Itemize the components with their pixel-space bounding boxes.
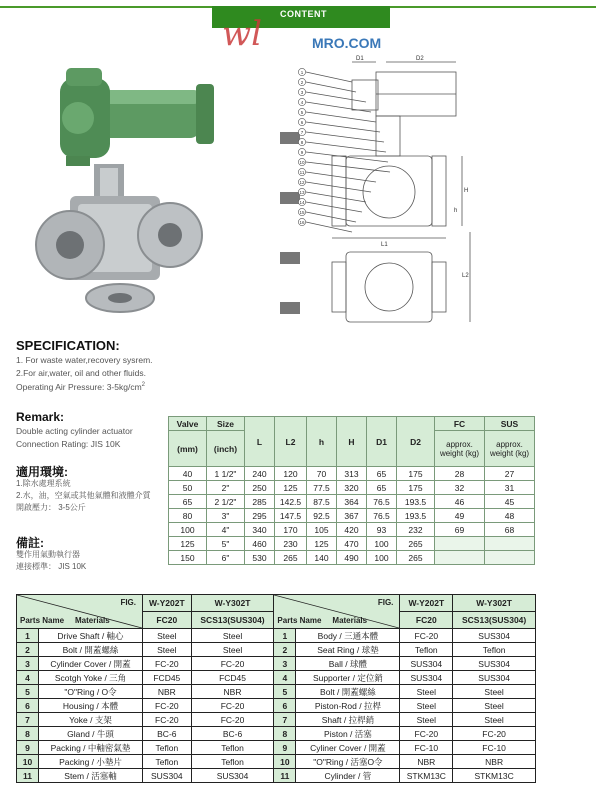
drawing-callout-number: 9 — [300, 150, 304, 155]
dim-cell-h: 105 — [307, 523, 337, 537]
dim-cell-sus — [485, 551, 535, 565]
parts-cell-name2: Cylinder / 管 — [296, 769, 400, 783]
dim-cell-l2: 170 — [275, 523, 307, 537]
parts-cell-b2: SUS304 — [453, 657, 536, 671]
dim-cell-h: 140 — [307, 551, 337, 565]
parts-row — [17, 685, 536, 699]
dim-cell-h: 77.5 — [307, 481, 337, 495]
dim-header-d2: D2 — [397, 417, 435, 467]
dim-cell-d1: 65 — [367, 481, 397, 495]
parts-cell-n1: 4 — [17, 671, 39, 685]
dim-cell-fc: 69 — [435, 523, 485, 537]
parts-header-b-top-left: W-Y302T — [191, 595, 274, 612]
dim-row — [169, 523, 535, 537]
parts-cell-b1: FC-20 — [191, 699, 274, 713]
dim-cell-fc — [435, 551, 485, 565]
parts-cell-n2: 9 — [274, 741, 296, 755]
parts-cell-a2: STKM13C — [400, 769, 453, 783]
dim-cell-fc: 46 — [435, 495, 485, 509]
dim-cell-mm: 65 — [169, 495, 207, 509]
parts-cell-name1: Bolt / 開蓋螺絲 — [39, 643, 143, 657]
parts-cell-b2: FC-20 — [453, 727, 536, 741]
parts-cell-n2: 1 — [274, 629, 296, 643]
parts-cell-b1: NBR — [191, 685, 274, 699]
dim-header-h-small: h — [307, 417, 337, 467]
parts-row — [17, 657, 536, 671]
drawing-label-d1: D1 — [356, 56, 364, 62]
dim-header-inch: (inch) — [207, 431, 245, 467]
drawing-callout-number: 7 — [300, 130, 304, 135]
drawing-label-l1: L1 — [381, 242, 388, 248]
drawing-callout-number: 13 — [299, 190, 305, 195]
parts-cell-a1: Teflon — [143, 741, 192, 755]
dim-cell-h: 364 — [337, 495, 367, 509]
materials-label-right: Materials — [332, 616, 368, 625]
dim-cell-mm: 50 — [169, 481, 207, 495]
dim-row — [169, 467, 535, 481]
dim-cell-inch: 2 1/2" — [207, 495, 245, 509]
dim-header-size: Size — [207, 417, 245, 431]
parts-cell-n1: 3 — [17, 657, 39, 671]
parts-cell-n2: 6 — [274, 699, 296, 713]
parts-table-body — [17, 629, 536, 783]
env-line-1: 1.除水處理系統 — [16, 479, 71, 488]
dim-header-fc-weight: approx. weight (kg) — [435, 431, 485, 467]
dim-cell-d2: 265 — [397, 537, 435, 551]
parts-cell-a2: FC-20 — [400, 629, 453, 643]
env-lines — [16, 478, 166, 514]
parts-row — [17, 671, 536, 685]
parts-cell-name1: Scotgh Yoke / 三角 — [39, 671, 143, 685]
parts-cell-name2: Body / 三通本體 — [296, 629, 400, 643]
dim-cell-sus: 68 — [485, 523, 535, 537]
parts-cell-a1: Steel — [143, 643, 192, 657]
dim-row — [169, 481, 535, 495]
parts-cell-b2: FC-10 — [453, 741, 536, 755]
drawing-callout-number: 3 — [300, 90, 304, 95]
dim-cell-l2: 125 — [275, 481, 307, 495]
drawing-callout-number: 12 — [299, 180, 305, 185]
dim-cell-fc: 32 — [435, 481, 485, 495]
parts-cell-a2: FC-20 — [400, 727, 453, 741]
env-title: 適用環境: — [16, 465, 68, 479]
dim-cell-l: 285 — [245, 495, 275, 509]
dim-header-mm: (mm) — [169, 431, 207, 467]
dim-row — [169, 509, 535, 523]
drawing-callout-number: 1 — [300, 70, 304, 75]
dim-cell-h: 125 — [307, 537, 337, 551]
parts-cell-a1: SUS304 — [143, 769, 192, 783]
parts-cell-b1: FCD45 — [191, 671, 274, 685]
remark-lines — [16, 425, 133, 450]
dim-cell-l2: 265 — [275, 551, 307, 565]
remark-line-2: Connection Rating: JIS 10K — [16, 438, 121, 449]
dim-cell-d1: 100 — [367, 551, 397, 565]
dim-header-l: L — [245, 417, 275, 467]
dim-cell-inch: 2" — [207, 481, 245, 495]
parts-header-b-top-right: W-Y302T — [453, 595, 536, 612]
parts-header-a-bottom-right: FC20 — [400, 612, 453, 629]
watermark-site: MRO.COM — [312, 35, 382, 51]
parts-cell-n1: 7 — [17, 713, 39, 727]
parts-cell-a2: SUS304 — [400, 657, 453, 671]
parts-cell-name1: Cylinder Cover / 開蓋 — [39, 657, 143, 671]
dim-cell-inch: 3" — [207, 509, 245, 523]
parts-table — [16, 594, 536, 783]
drawing-callout-number: 10 — [299, 160, 305, 165]
dim-cell-d1: 100 — [367, 537, 397, 551]
parts-cell-name2: Piston-Rod / 拉桿 — [296, 699, 400, 713]
parts-cell-b1: Steel — [191, 629, 274, 643]
parts-row — [17, 755, 536, 769]
parts-cell-n1: 6 — [17, 699, 39, 713]
parts-cell-n2: 7 — [274, 713, 296, 727]
drawing-callout-number: 5 — [300, 110, 304, 115]
spec-line-2: 2.For air,water, oil and other fluids. — [16, 367, 146, 378]
dim-cell-d2: 193.5 — [397, 495, 435, 509]
dim-cell-l: 340 — [245, 523, 275, 537]
dim-cell-inch: 6" — [207, 551, 245, 565]
dim-cell-l2: 142.5 — [275, 495, 307, 509]
parts-header-b-bottom-left: SCS13(SUS304) — [191, 612, 274, 629]
dim-header-d1: D1 — [367, 417, 397, 467]
drawing-callout-number: 16 — [299, 220, 305, 225]
parts-cell-n1: 9 — [17, 741, 39, 755]
drawing-label-l2: L2 — [462, 273, 469, 279]
technical-drawing — [276, 52, 476, 342]
parts-cell-a1: BC-6 — [143, 727, 192, 741]
drawing-callout-number: 11 — [299, 170, 305, 175]
parts-cell-n1: 2 — [17, 643, 39, 657]
parts-cell-a2: Steel — [400, 685, 453, 699]
remark-title: Remark: — [16, 410, 65, 424]
dim-cell-d2: 175 — [397, 467, 435, 481]
parts-header-a-bottom-left: FC20 — [143, 612, 192, 629]
note-lines — [16, 549, 86, 573]
parts-row — [17, 713, 536, 727]
dim-cell-l: 240 — [245, 467, 275, 481]
parts-cell-b2: Teflon — [453, 643, 536, 657]
parts-header-a-top-left: W-Y202T — [143, 595, 192, 612]
parts-cell-n1: 8 — [17, 727, 39, 741]
parts-cell-name1: Packing / 小墊片 — [39, 755, 143, 769]
dim-header-h-large: H — [337, 417, 367, 467]
parts-cell-a2: NBR — [400, 755, 453, 769]
env-line-3: 開啟壓力： 3-5公斤 — [16, 503, 86, 512]
dim-cell-fc — [435, 537, 485, 551]
remark-line-1: Double acting cylinder actuator — [16, 426, 133, 436]
dim-cell-sus — [485, 537, 535, 551]
header-rule-right — [390, 6, 596, 28]
dim-cell-mm: 150 — [169, 551, 207, 565]
parts-cell-name2: Bolt / 開蓋螺絲 — [296, 685, 400, 699]
dim-header-fc: FC — [435, 417, 485, 431]
parts-fig-label-right: FIG. — [377, 598, 394, 607]
dim-cell-h: 420 — [337, 523, 367, 537]
parts-cell-a1: Teflon — [143, 755, 192, 769]
dim-cell-l: 295 — [245, 509, 275, 523]
parts-cell-b1: FC-20 — [191, 657, 274, 671]
parts-cell-name2: "O"Ring / 活塞O令 — [296, 755, 400, 769]
parts-cell-name1: Stem / 活塞軸 — [39, 769, 143, 783]
parts-cell-name2: Ball / 球體 — [296, 657, 400, 671]
dim-cell-mm: 125 — [169, 537, 207, 551]
parts-header-b-bottom-right: SCS13(SUS304) — [453, 612, 536, 629]
materials-label-left: Materials — [75, 616, 110, 625]
dim-header-sus: SUS — [485, 417, 535, 431]
parts-cell-a1: FC-20 — [143, 657, 192, 671]
dim-cell-h: 92.5 — [307, 509, 337, 523]
dim-cell-l2: 230 — [275, 537, 307, 551]
dim-row — [169, 551, 535, 565]
dim-cell-d1: 76.5 — [367, 509, 397, 523]
note-title: 備註: — [16, 536, 44, 550]
dim-header-valve: Valve — [169, 417, 207, 431]
parts-header-fig-left — [17, 595, 143, 629]
dim-cell-mm: 100 — [169, 523, 207, 537]
parts-cell-b1: FC-20 — [191, 713, 274, 727]
dimension-table-body — [169, 467, 535, 565]
spec-line-1: 1. For waste water,recovery sysrem. — [16, 355, 153, 365]
dim-header-sus-weight: approx. weight (kg) — [485, 431, 535, 467]
dim-cell-h: 490 — [337, 551, 367, 565]
parts-cell-a2: SUS304 — [400, 671, 453, 685]
parts-cell-b2: Steel — [453, 685, 536, 699]
drawing-callout-number: 8 — [300, 140, 304, 145]
parts-cell-n2: 4 — [274, 671, 296, 685]
dim-cell-d2: 232 — [397, 523, 435, 537]
parts-cell-name2: Supporter / 定位銷 — [296, 671, 400, 685]
dim-cell-sus: 27 — [485, 467, 535, 481]
valve-photo — [30, 60, 230, 320]
parts-cell-n1: 11 — [17, 769, 39, 783]
parts-row — [17, 769, 536, 783]
drawing-callout-number: 15 — [299, 210, 305, 215]
dim-cell-h: 70 — [307, 467, 337, 481]
drawing-callout-number: 14 — [299, 200, 305, 205]
parts-header-fig-right — [274, 595, 400, 629]
parts-cell-n1: 5 — [17, 685, 39, 699]
parts-header-a-top-right: W-Y202T — [400, 595, 453, 612]
parts-cell-n1: 10 — [17, 755, 39, 769]
parts-cell-name2: Piston / 活塞 — [296, 727, 400, 741]
parts-cell-name1: Housing / 本體 — [39, 699, 143, 713]
parts-cell-b2: SUS304 — [453, 629, 536, 643]
dim-cell-d1: 93 — [367, 523, 397, 537]
dim-cell-d1: 76.5 — [367, 495, 397, 509]
parts-row — [17, 643, 536, 657]
parts-fig-label-left: FIG. — [120, 598, 136, 607]
parts-row — [17, 741, 536, 755]
dim-cell-d2: 265 — [397, 551, 435, 565]
dimension-table — [168, 416, 535, 565]
dim-cell-mm: 40 — [169, 467, 207, 481]
drawing-callout-number: 6 — [300, 120, 304, 125]
dim-header-l2: L2 — [275, 417, 307, 467]
dim-row — [169, 495, 535, 509]
spec-lines — [16, 354, 153, 393]
dim-row — [169, 537, 535, 551]
note-line-1: 雙作用氣動執行器 — [16, 550, 80, 559]
parts-cell-name1: "O"Ring / O令 — [39, 685, 143, 699]
parts-cell-n2: 5 — [274, 685, 296, 699]
drawing-callout-number: 4 — [300, 100, 304, 105]
header-rule-left — [0, 6, 212, 28]
parts-cell-a2: Steel — [400, 699, 453, 713]
dim-cell-sus: 48 — [485, 509, 535, 523]
parts-cell-b1: BC-6 — [191, 727, 274, 741]
drawing-part-numbers — [298, 68, 305, 225]
parts-cell-name1: Gland / 牛頭 — [39, 727, 143, 741]
parts-cell-a1: FC-20 — [143, 699, 192, 713]
env-line-2: 2.水，油，空氣或其他氣體和液體介質 — [16, 491, 151, 500]
note-line-2: 連接標準： JIS 10K — [16, 562, 87, 571]
dim-cell-l: 250 — [245, 481, 275, 495]
parts-name-label-right: Parts Name — [277, 616, 322, 625]
spec-title: SPECIFICATION: — [16, 338, 120, 353]
parts-cell-name2: Seat Ring / 球墊 — [296, 643, 400, 657]
parts-cell-b2: NBR — [453, 755, 536, 769]
parts-cell-n1: 1 — [17, 629, 39, 643]
parts-row — [17, 699, 536, 713]
parts-cell-name2: Shaft / 拉桿銷 — [296, 713, 400, 727]
dim-cell-l: 460 — [245, 537, 275, 551]
parts-cell-name1: Drive Shaft / 軸心 — [39, 629, 143, 643]
parts-cell-a1: Steel — [143, 629, 192, 643]
dim-cell-h: 367 — [337, 509, 367, 523]
spec-line-3: Operating Air Pressure: $3-5kg/cm^2$ — [16, 381, 146, 392]
dim-cell-l2: 120 — [275, 467, 307, 481]
parts-cell-n2: 3 — [274, 657, 296, 671]
drawing-label-h-small: h — [454, 208, 458, 214]
parts-cell-n2: 11 — [274, 769, 296, 783]
dim-cell-d2: 193.5 — [397, 509, 435, 523]
parts-cell-a2: Steel — [400, 713, 453, 727]
parts-cell-b2: Steel — [453, 713, 536, 727]
parts-cell-a1: NBR — [143, 685, 192, 699]
dim-cell-inch: 1 1/2" — [207, 467, 245, 481]
parts-cell-b2: SUS304 — [453, 671, 536, 685]
parts-cell-a2: Teflon — [400, 643, 453, 657]
dim-cell-h: 313 — [337, 467, 367, 481]
parts-cell-b1: SUS304 — [191, 769, 274, 783]
drawing-callout-number: 2 — [300, 80, 304, 85]
parts-cell-n2: 8 — [274, 727, 296, 741]
dim-cell-inch: 5" — [207, 537, 245, 551]
dim-cell-d1: 65 — [367, 467, 397, 481]
parts-cell-b1: Teflon — [191, 755, 274, 769]
dim-cell-d2: 175 — [397, 481, 435, 495]
parts-row — [17, 629, 536, 643]
parts-cell-a2: FC-10 — [400, 741, 453, 755]
dim-cell-sus: 31 — [485, 481, 535, 495]
dim-cell-inch: 4" — [207, 523, 245, 537]
dim-cell-fc: 28 — [435, 467, 485, 481]
dim-cell-sus: 45 — [485, 495, 535, 509]
dim-cell-h: 87.5 — [307, 495, 337, 509]
dim-cell-h: 320 — [337, 481, 367, 495]
header-title: CONTENT — [280, 9, 327, 19]
parts-cell-b1: Steel — [191, 643, 274, 657]
parts-cell-name1: Yoke / 支架 — [39, 713, 143, 727]
parts-cell-n2: 2 — [274, 643, 296, 657]
dim-cell-fc: 49 — [435, 509, 485, 523]
dim-cell-h: 470 — [337, 537, 367, 551]
drawing-label-d2: D2 — [416, 56, 424, 62]
parts-cell-b1: Teflon — [191, 741, 274, 755]
parts-cell-name1: Packing / 中軸密氣墊 — [39, 741, 143, 755]
parts-cell-a1: FC-20 — [143, 713, 192, 727]
parts-cell-name2: Cyliner Cover / 開蓋 — [296, 741, 400, 755]
parts-cell-a1: FCD45 — [143, 671, 192, 685]
dim-cell-l: 530 — [245, 551, 275, 565]
parts-cell-b2: Steel — [453, 699, 536, 713]
parts-cell-n2: 10 — [274, 755, 296, 769]
parts-cell-b2: STKM13C — [453, 769, 536, 783]
parts-name-label-left: Parts Name — [20, 616, 65, 625]
watermark-logo: wl — [222, 14, 262, 54]
dim-cell-mm: 80 — [169, 509, 207, 523]
dim-cell-l2: 147.5 — [275, 509, 307, 523]
parts-row — [17, 727, 536, 741]
drawing-label-h-large: H — [464, 188, 469, 194]
